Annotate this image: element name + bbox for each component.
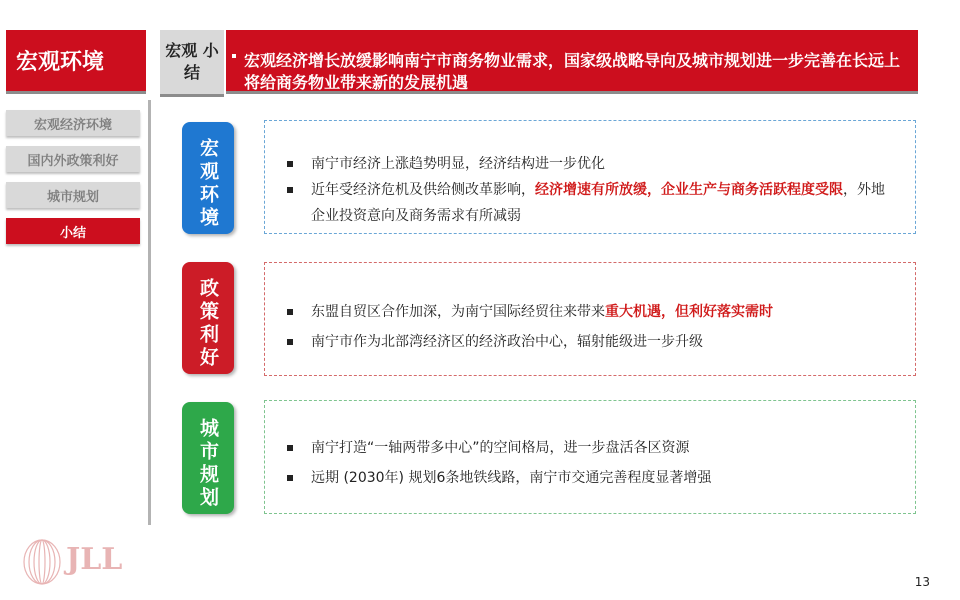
policy-pill-label: 政策利好 (197, 278, 219, 370)
bullet-marker (287, 161, 293, 167)
nav-item-city-planning[interactable]: 城市规划 (6, 182, 140, 208)
section-title: 宏观环境 (6, 30, 146, 94)
bullet-item (287, 465, 887, 491)
nav-item-macro-economy[interactable]: 宏观经济环境 (6, 110, 140, 136)
side-nav (6, 110, 140, 254)
policy-box (264, 262, 916, 376)
bullet-item (287, 151, 887, 177)
header-bullet (232, 54, 236, 58)
page-number: 13 (914, 575, 930, 589)
bullet-item (287, 299, 887, 325)
nav-item-summary[interactable]: 小结 (6, 218, 140, 244)
bullet-marker (287, 475, 293, 481)
bullet-marker (287, 339, 293, 345)
bullet-text: 南宁市经济上涨趋势明显，经济结构进一步优化 (311, 156, 605, 172)
macro-pill-label: 宏观环境 (197, 138, 219, 230)
bullet-text: 近年受经济危机及供给侧改革影响，经济增速有所放缓，企业生产与商务活跃程度受限，外地企业投资意向及商务需求有所减弱 (311, 182, 885, 224)
header-tag: 宏观 小结 (160, 30, 224, 97)
nav-item-policy[interactable]: 国内外政策利好 (6, 146, 140, 172)
bullet-text: 远期 (2030年) 规划6条地铁线路，南宁市交通完善程度显著增强 (311, 470, 712, 486)
bullet-item (287, 435, 887, 461)
macro-pill (182, 122, 234, 234)
highlight-text: 经济增速有所放缓，企业生产与商务活跃程度受限 (535, 182, 843, 198)
bullet-marker (287, 309, 293, 315)
divider (148, 100, 151, 525)
bullet-text: 东盟自贸区合作加深，为南宁国际经贸往来带来重大机遇，但利好落实需时 (311, 304, 773, 320)
policy-pill (182, 262, 234, 374)
bullet-marker (287, 187, 293, 193)
highlight-text: 重大机遇，但利好落实需时 (605, 304, 773, 320)
bullet-item (287, 329, 887, 355)
macro-box (264, 120, 916, 234)
bullet-marker (287, 445, 293, 451)
logo-text: JLL (66, 542, 123, 577)
bullet-text: 南宁打造“一轴两带多中心”的空间格局，进一步盘活各区资源 (311, 440, 690, 456)
planning-pill (182, 402, 234, 514)
header-banner: 宏观经济增长放缓影响南宁市商务物业需求，国家级战略导向及城市规划进一步完善在长远上将给商务物业带来新的发展机遇 (226, 30, 918, 94)
planning-pill-label: 城市规划 (197, 418, 219, 510)
planning-box (264, 400, 916, 514)
bullet-item (287, 177, 887, 229)
bullet-text: 南宁市作为北部湾经济区的经济政治中心，辐射能级进一步升级 (311, 334, 703, 350)
